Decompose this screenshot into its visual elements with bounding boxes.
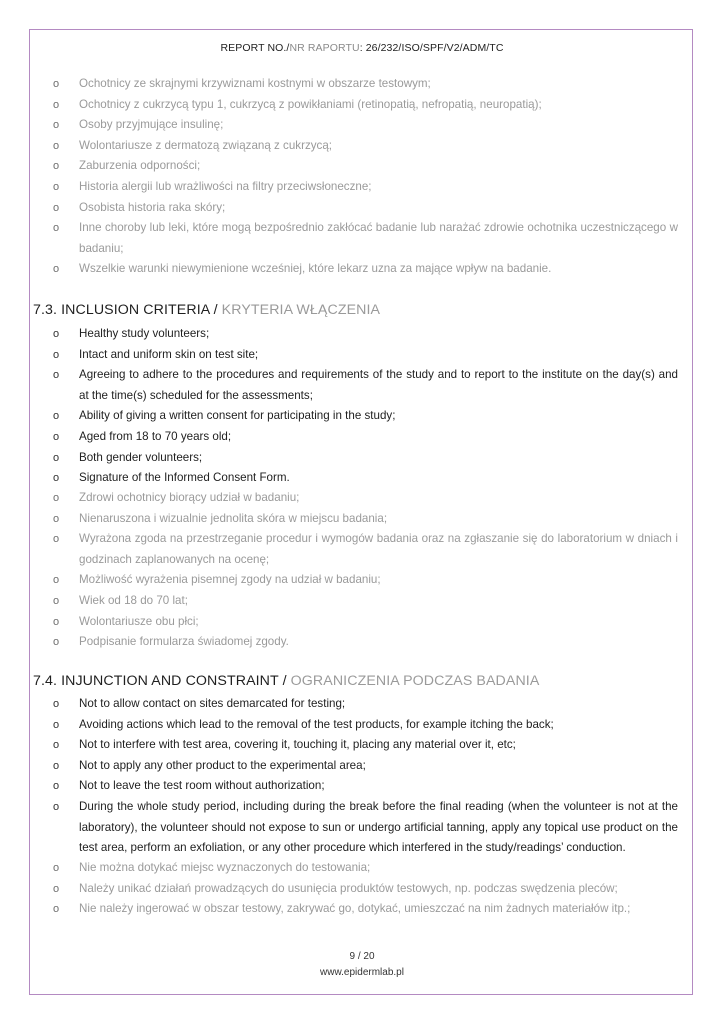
constraint-list-en (53, 694, 678, 859)
list-item-text: Zaburzenia odporności; (79, 159, 201, 173)
header-number: : 26/232/ISO/SPF/V2/ADM/TC (359, 42, 504, 54)
list-item (53, 612, 678, 633)
list-item-text: Wolontariusze z dermatozą związaną z cukrzycą; (79, 138, 333, 152)
list-item (53, 95, 678, 116)
list-item-text: Ochotnicy z cukrzycą typu 1, cukrzycą z powikłaniami (retinopatią, nefropatią, neuropatią); (79, 97, 542, 111)
list-item-text: Nie należy ingerować w obszar testowy, zakrywać go, dotykać, umieszczać na nim żadnych materiałów itp.; (79, 902, 631, 916)
list-item (53, 694, 678, 715)
list-item-text: Historia alergii lub wrażliwości na filtry przeciwsłoneczne; (79, 179, 372, 193)
header-prefix-en: REPORT NO./ (220, 42, 290, 54)
list-item-text: Osobista historia raka skóry; (79, 200, 226, 214)
exclusion-list-pl (53, 74, 678, 280)
bullet-icon: o (53, 78, 60, 90)
section-7-3-title-en: 7.3. INCLUSION CRITERIA / (33, 302, 222, 318)
list-item-text: Należy unikać działań prowadzących do usunięcia produktów testowych, np. podczas swędzenia pleców; (79, 881, 618, 895)
bullet-icon: o (53, 759, 60, 772)
list-item (53, 570, 678, 591)
header-prefix-pl: NR RAPORTU (289, 42, 360, 54)
bullet-icon: o (53, 119, 60, 132)
list-item-text: Wyrażona zgoda na przestrzeganie procedur i wymogów badania oraz na zgłaszanie się do laboratorium w dniach i godzinach zaplanowanych na ocenę; (79, 532, 678, 566)
bullet-icon: o (53, 636, 60, 649)
constraint-list-pl (53, 858, 678, 920)
list-item-text: Intact and uniform skin on test site; (79, 347, 259, 361)
list-item-text: Osoby przyjmujące insulinę; (79, 118, 224, 132)
list-item-text: Wszelkie warunki niewymienione wcześniej, które lekarz uzna za mające wpływ na badanie. (79, 262, 552, 276)
bullet-icon: o (53, 903, 60, 916)
list-item (53, 324, 678, 345)
list-item (53, 427, 678, 448)
bullet-icon: o (53, 222, 60, 235)
list-item (53, 345, 678, 366)
list-item (53, 448, 678, 469)
bullet-icon: o (53, 533, 60, 546)
list-item-text: Healthy study volunteers; (79, 327, 210, 340)
bullet-icon: o (53, 201, 60, 214)
list-item-text: Nie można dotykać miejsc wyznaczonych do testowania; (79, 861, 371, 874)
list-item-text: Not to allow contact on sites demarcated for testing; (79, 697, 346, 710)
list-item (53, 735, 678, 756)
bullet-icon: o (53, 739, 60, 752)
section-7-4-title-pl: OGRANICZENIA PODCZAS BADANIA (290, 673, 540, 689)
list-item (53, 177, 678, 198)
list-item (53, 156, 678, 177)
list-item-text: Not to interfere with test area, covering it, touching it, placing any material over it, etc; (79, 738, 516, 752)
list-item (53, 488, 678, 509)
list-item (53, 715, 678, 736)
list-item (53, 591, 678, 612)
list-item-text: Możliwość wyrażenia pisemnej zgody na udział w badaniu; (79, 573, 381, 587)
bullet-icon: o (53, 410, 60, 423)
bullet-icon: o (53, 328, 60, 340)
section-7-3-heading (33, 302, 380, 318)
bullet-icon: o (53, 430, 60, 443)
bullet-icon: o (53, 263, 60, 276)
bullet-icon: o (53, 615, 60, 628)
list-item-text: Wolontariusze obu płci; (79, 614, 199, 628)
list-item (53, 756, 678, 777)
list-item (53, 797, 678, 859)
list-item (53, 632, 678, 653)
inclusion-list-pl (53, 488, 678, 653)
list-item (53, 468, 678, 489)
bullet-icon: o (53, 718, 60, 731)
list-item (53, 899, 678, 920)
bullet-icon: o (53, 574, 60, 587)
bullet-icon: o (53, 862, 60, 874)
list-item (53, 198, 678, 219)
bullet-icon: o (53, 800, 60, 813)
list-item-text: Not to apply any other product to the experimental area; (79, 758, 366, 772)
list-item-text: Nienaruszona i wizualnie jednolita skóra w miejscu badania; (79, 511, 388, 525)
bullet-icon: o (53, 780, 60, 793)
list-item (53, 858, 678, 879)
list-item-text: Signature of the Informed Consent Form. (79, 471, 290, 485)
section-7-4-heading (33, 673, 539, 689)
bullet-icon: o (53, 698, 60, 710)
list-item (53, 879, 678, 900)
list-item (53, 136, 678, 157)
section-7-4-title-en: 7.4. INJUNCTION AND CONSTRAINT / (33, 673, 291, 689)
inclusion-list-en (53, 324, 678, 489)
list-item (53, 529, 678, 570)
list-item (53, 259, 678, 280)
list-item (53, 74, 678, 95)
list-item-text: Podpisanie formularza świadomej zgody. (79, 635, 289, 649)
bullet-icon: o (53, 180, 60, 193)
list-item-text: Inne choroby lub leki, które mogą bezpośrednio zakłócać badanie lub narażać zdrowie ochotnika uczestniczącego w badaniu; (79, 221, 678, 255)
list-item (53, 776, 678, 797)
page-number: 9 / 20 (349, 951, 375, 962)
list-item (53, 365, 678, 406)
section-7-3-title-pl: KRYTERIA WŁĄCZENIA (221, 302, 381, 318)
list-item-text: Avoiding actions which lead to the removal of the test products, for example itching the back; (79, 717, 554, 731)
list-item-text: Zdrowi ochotnicy biorący udział w badaniu; (79, 491, 300, 504)
bullet-icon: o (53, 98, 60, 111)
list-item-text: Ability of giving a written consent for participating in the study; (79, 409, 396, 423)
bullet-icon: o (53, 492, 60, 504)
bullet-icon: o (53, 472, 60, 485)
list-item (53, 218, 678, 259)
list-item-text: Not to leave the test room without authorization; (79, 779, 325, 793)
bullet-icon: o (53, 369, 60, 382)
bullet-icon: o (53, 160, 60, 173)
bullet-icon: o (53, 512, 60, 525)
website-link[interactable]: www.epidermlab.pl (320, 967, 404, 978)
list-item-text: Ochotnicy ze skrajnymi krzywiznami kostnymi w obszarze testowym; (79, 77, 431, 90)
bullet-icon: o (53, 139, 60, 152)
bullet-icon: o (53, 348, 60, 361)
list-item-text: Aged from 18 to 70 years old; (79, 429, 232, 443)
bullet-icon: o (53, 451, 60, 464)
list-item (53, 509, 678, 530)
bullet-icon: o (53, 882, 60, 895)
list-item-text: Agreeing to adhere to the procedures and requirements of the study and to report to the institute on the day(s) and at the time(s) scheduled for the assessments; (79, 368, 678, 402)
list-item-text: During the whole study period, including during the break before the final reading (when the volunteer is not at the laboratory), the volunteer should not expose to sun or undergo artificial tanning, apply any topical use product on the test area, perform an exfoliation, or any other procedure which interfered in the study/readings’ conduction. (79, 799, 678, 855)
report-header (0, 42, 724, 54)
list-item-text: Both gender volunteers; (79, 450, 203, 464)
list-item (53, 115, 678, 136)
bullet-icon: o (53, 594, 60, 607)
list-item (53, 406, 678, 427)
list-item-text: Wiek od 18 do 70 lat; (79, 593, 188, 607)
